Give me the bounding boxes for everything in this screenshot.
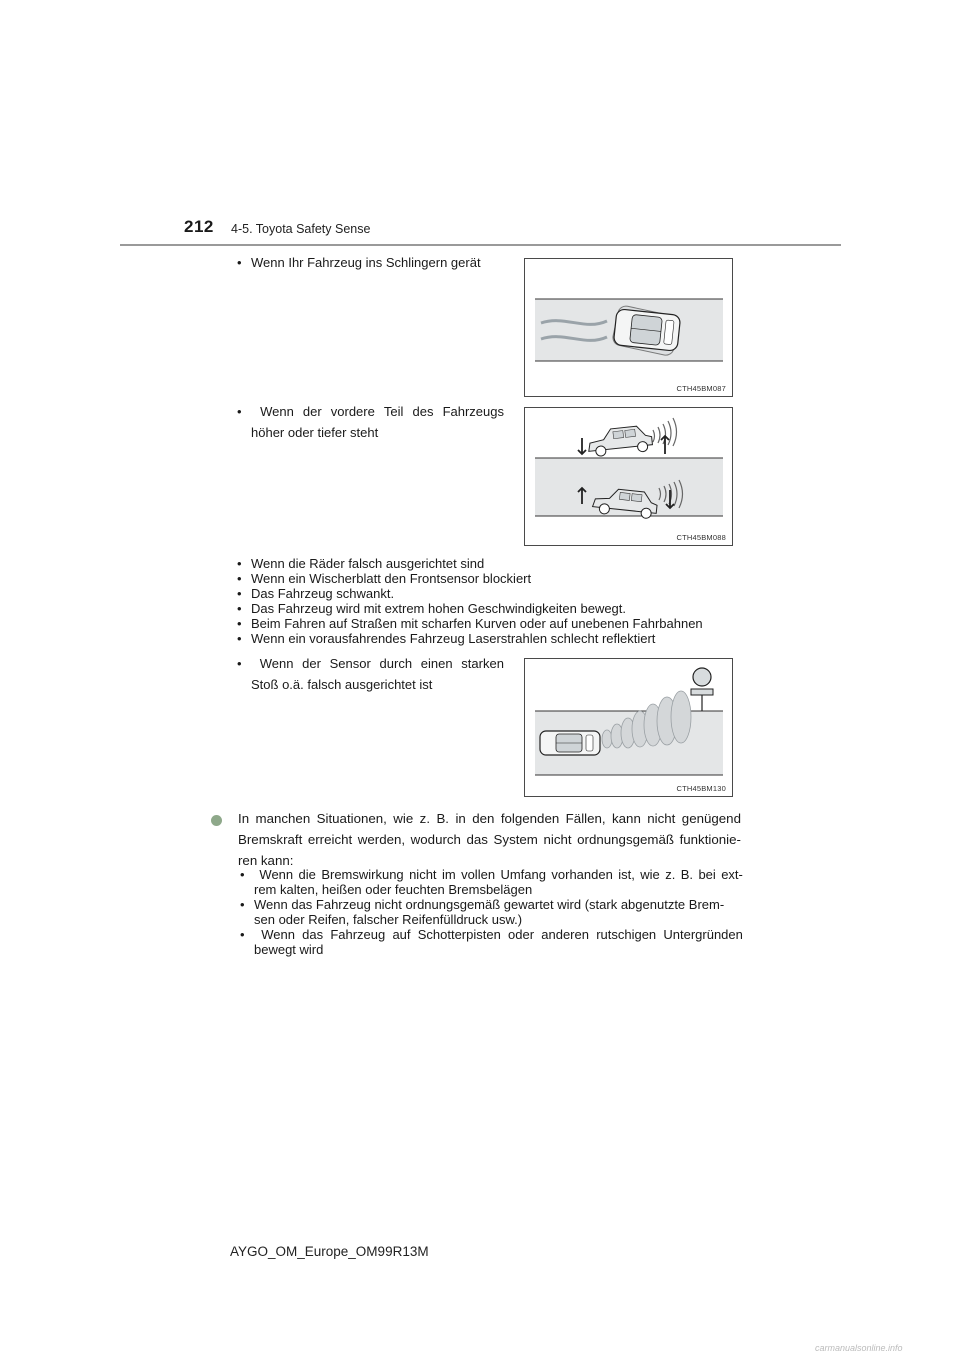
section-bullet-icon (211, 815, 222, 826)
figure-code: CTH45BM087 (676, 384, 726, 393)
watermark-link[interactable]: carmanualsonline.info (815, 1343, 903, 1353)
sub-bullet-list (240, 867, 743, 957)
bullet-icon: • (237, 404, 242, 419)
bullet-icon: • (237, 255, 242, 270)
figure-vehicle-swerving (524, 258, 733, 397)
list-item: • Wenn der vordere Teil des Fahrzeugs höher oder tiefer steht (237, 404, 504, 440)
list-item: • Wenn das Fahrzeug auf Schotterpisten oder anderen rutschigen Untergründen bewegt wird (240, 927, 743, 957)
figure-sensor-misaligned (524, 658, 733, 797)
bullet-icon: • (237, 601, 242, 616)
figure-vehicle-pitch (524, 407, 733, 546)
list-item: • Wenn Ihr Fahrzeug ins Schlingern gerät (237, 255, 481, 270)
bullet-list (237, 556, 703, 646)
list-item: • Beim Fahren auf Straßen mit scharfen Kurven oder auf unebenen Fahrbahnen (237, 616, 703, 631)
list-item: • Wenn der Sensor durch einen starken Stoß o.ä. falsch ausgerichtet ist (237, 656, 504, 692)
bullet-icon: • (237, 586, 242, 601)
section-title: 4-5. Toyota Safety Sense (231, 222, 371, 236)
bullet-icon: • (237, 556, 242, 571)
header-divider (120, 244, 841, 246)
list-item: • Wenn ein vorausfahrendes Fahrzeug Laserstrahlen schlecht reflektiert (237, 631, 656, 646)
bullet-icon: • (237, 656, 242, 671)
bullet-icon: • (237, 631, 242, 646)
bullet-icon: • (240, 927, 245, 942)
bullet-icon: • (240, 867, 245, 882)
document-id: AYGO_OM_Europe_OM99R13M (230, 1244, 429, 1259)
list-item: • Wenn ein Wischerblatt den Frontsensor blockiert (237, 571, 532, 586)
bullet-icon: • (237, 571, 242, 586)
figure-code: CTH45BM130 (676, 784, 726, 793)
list-item: • Das Fahrzeug schwankt. (237, 586, 395, 601)
figure-code: CTH45BM088 (676, 533, 726, 542)
list-item: • Wenn das Fahrzeug nicht ordnungsgemäß gewartet wird (stark abgenutzte Brem- sen oder Reifen, falscher Reifenfülldruck usw.) (240, 897, 725, 927)
list-item: • Wenn die Bremswirkung nicht im vollen Umfang vorhanden ist, wie z. B. bei ext- rem kalten, heißen oder feuchten Bremsbelägen (240, 867, 743, 897)
list-item: • Das Fahrzeug wird mit extrem hohen Geschwindigkeiten bewegt. (237, 601, 627, 616)
page-number: 212 (184, 217, 214, 236)
paragraph: In manchen Situationen, wie z. B. in den folgenden Fällen, kann nicht genügend Bremskraft erreicht werden, wodurch das System nicht ordnungsgemäß funktionie- ren kann: (238, 811, 741, 868)
bullet-icon: • (237, 616, 242, 631)
list-item: • Wenn die Räder falsch ausgerichtet sind (237, 556, 485, 571)
bullet-icon: • (240, 897, 245, 912)
